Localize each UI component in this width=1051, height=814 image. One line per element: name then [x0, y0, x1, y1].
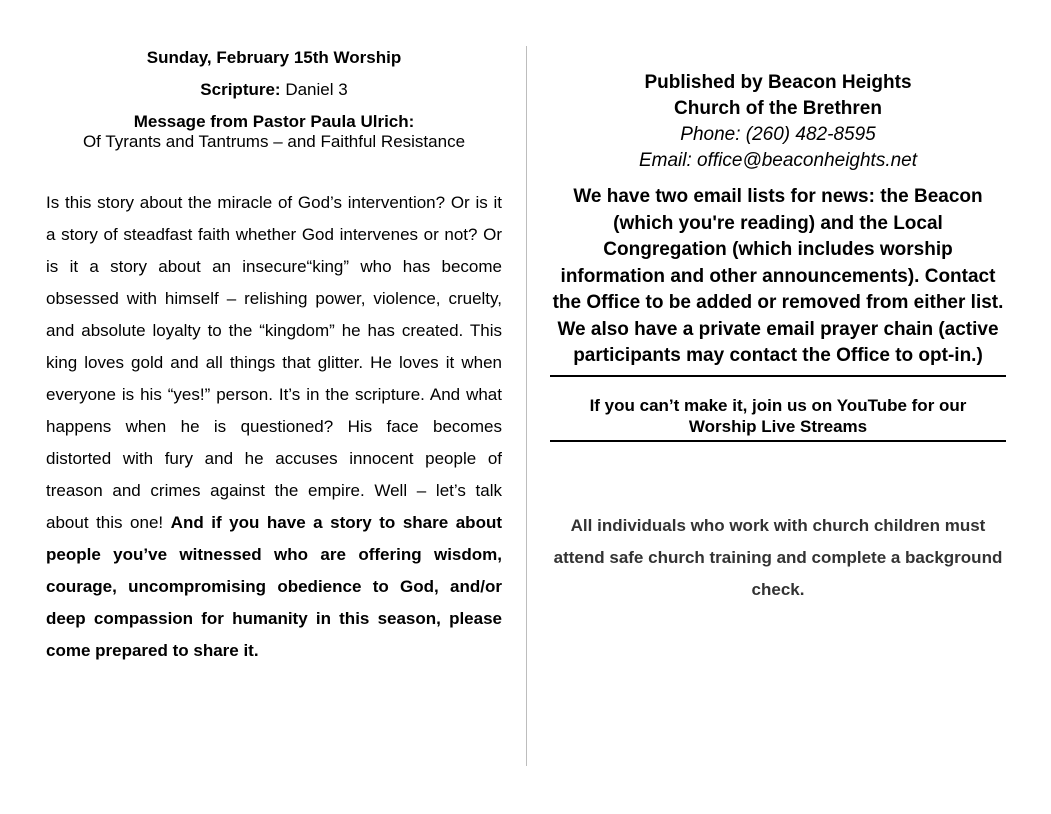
youtube-notice — [550, 377, 1006, 440]
worship-date-heading: Sunday, February 15th Worship — [146, 48, 402, 67]
safe-church-notice: All individuals who work with church children must attend safe church training and complete a background check. — [553, 515, 1003, 599]
youtube-line-2: Worship Live Streams — [688, 416, 868, 436]
info-column — [550, 70, 1006, 606]
column-divider — [526, 46, 527, 766]
worship-column — [46, 46, 502, 667]
sermon-description — [46, 187, 502, 667]
message-heading: Message from Pastor Paula Ulrich: — [133, 112, 415, 131]
publisher-line-1: Published by Beacon Heights — [644, 72, 912, 93]
youtube-line-1: If you can’t make it, join us on YouTube for our — [589, 395, 967, 415]
message-title: Of Tyrants and Tantrums – and Faithful Resistance — [82, 132, 466, 151]
publisher-phone: Phone: (260) 482-8595 — [680, 124, 876, 145]
publisher-email: Email: office@beaconheights.net — [638, 150, 918, 171]
scripture-line — [46, 80, 502, 102]
sermon-invitation-text: And if you have a story to share about people you’ve witnessed who are offering wisdom, courage, uncompromising obedience to God, and/or deep compassion for humanity in this season, please come prepared to share it. — [46, 513, 502, 660]
publisher-line-2: Church of the Brethren — [674, 98, 882, 119]
scripture-label: Scripture: — [200, 80, 281, 99]
rule-bottom — [550, 440, 1006, 442]
email-lists-notice: We have two email lists for news: the Beacon (which you're reading) and the Local Congregation (which includes worship information and other announcements). Contact the Office to be added or removed from either list. We also have a private email prayer chain (active participants may contact the Office to opt-in.) — [552, 186, 1004, 366]
scripture-value: Daniel 3 — [280, 80, 348, 99]
sermon-description-text: Is this story about the miracle of God’s intervention? Or is it a story of steadfast faith whether God intervenes or not? Or is it a story about an insecure“king” who has become obsessed with himself – relishing power, violence, cruelty, and absolute loyalty to the “kingdom” he has created. This king loves gold and all things that glitter. He loves it when everyone is his “yes!” person. It’s in the scripture. And what happens when he is questioned? His face becomes distorted with fury and he accuses innocent people of treason and crimes against the empire. Well – let’s talk about this one! — [46, 193, 502, 532]
